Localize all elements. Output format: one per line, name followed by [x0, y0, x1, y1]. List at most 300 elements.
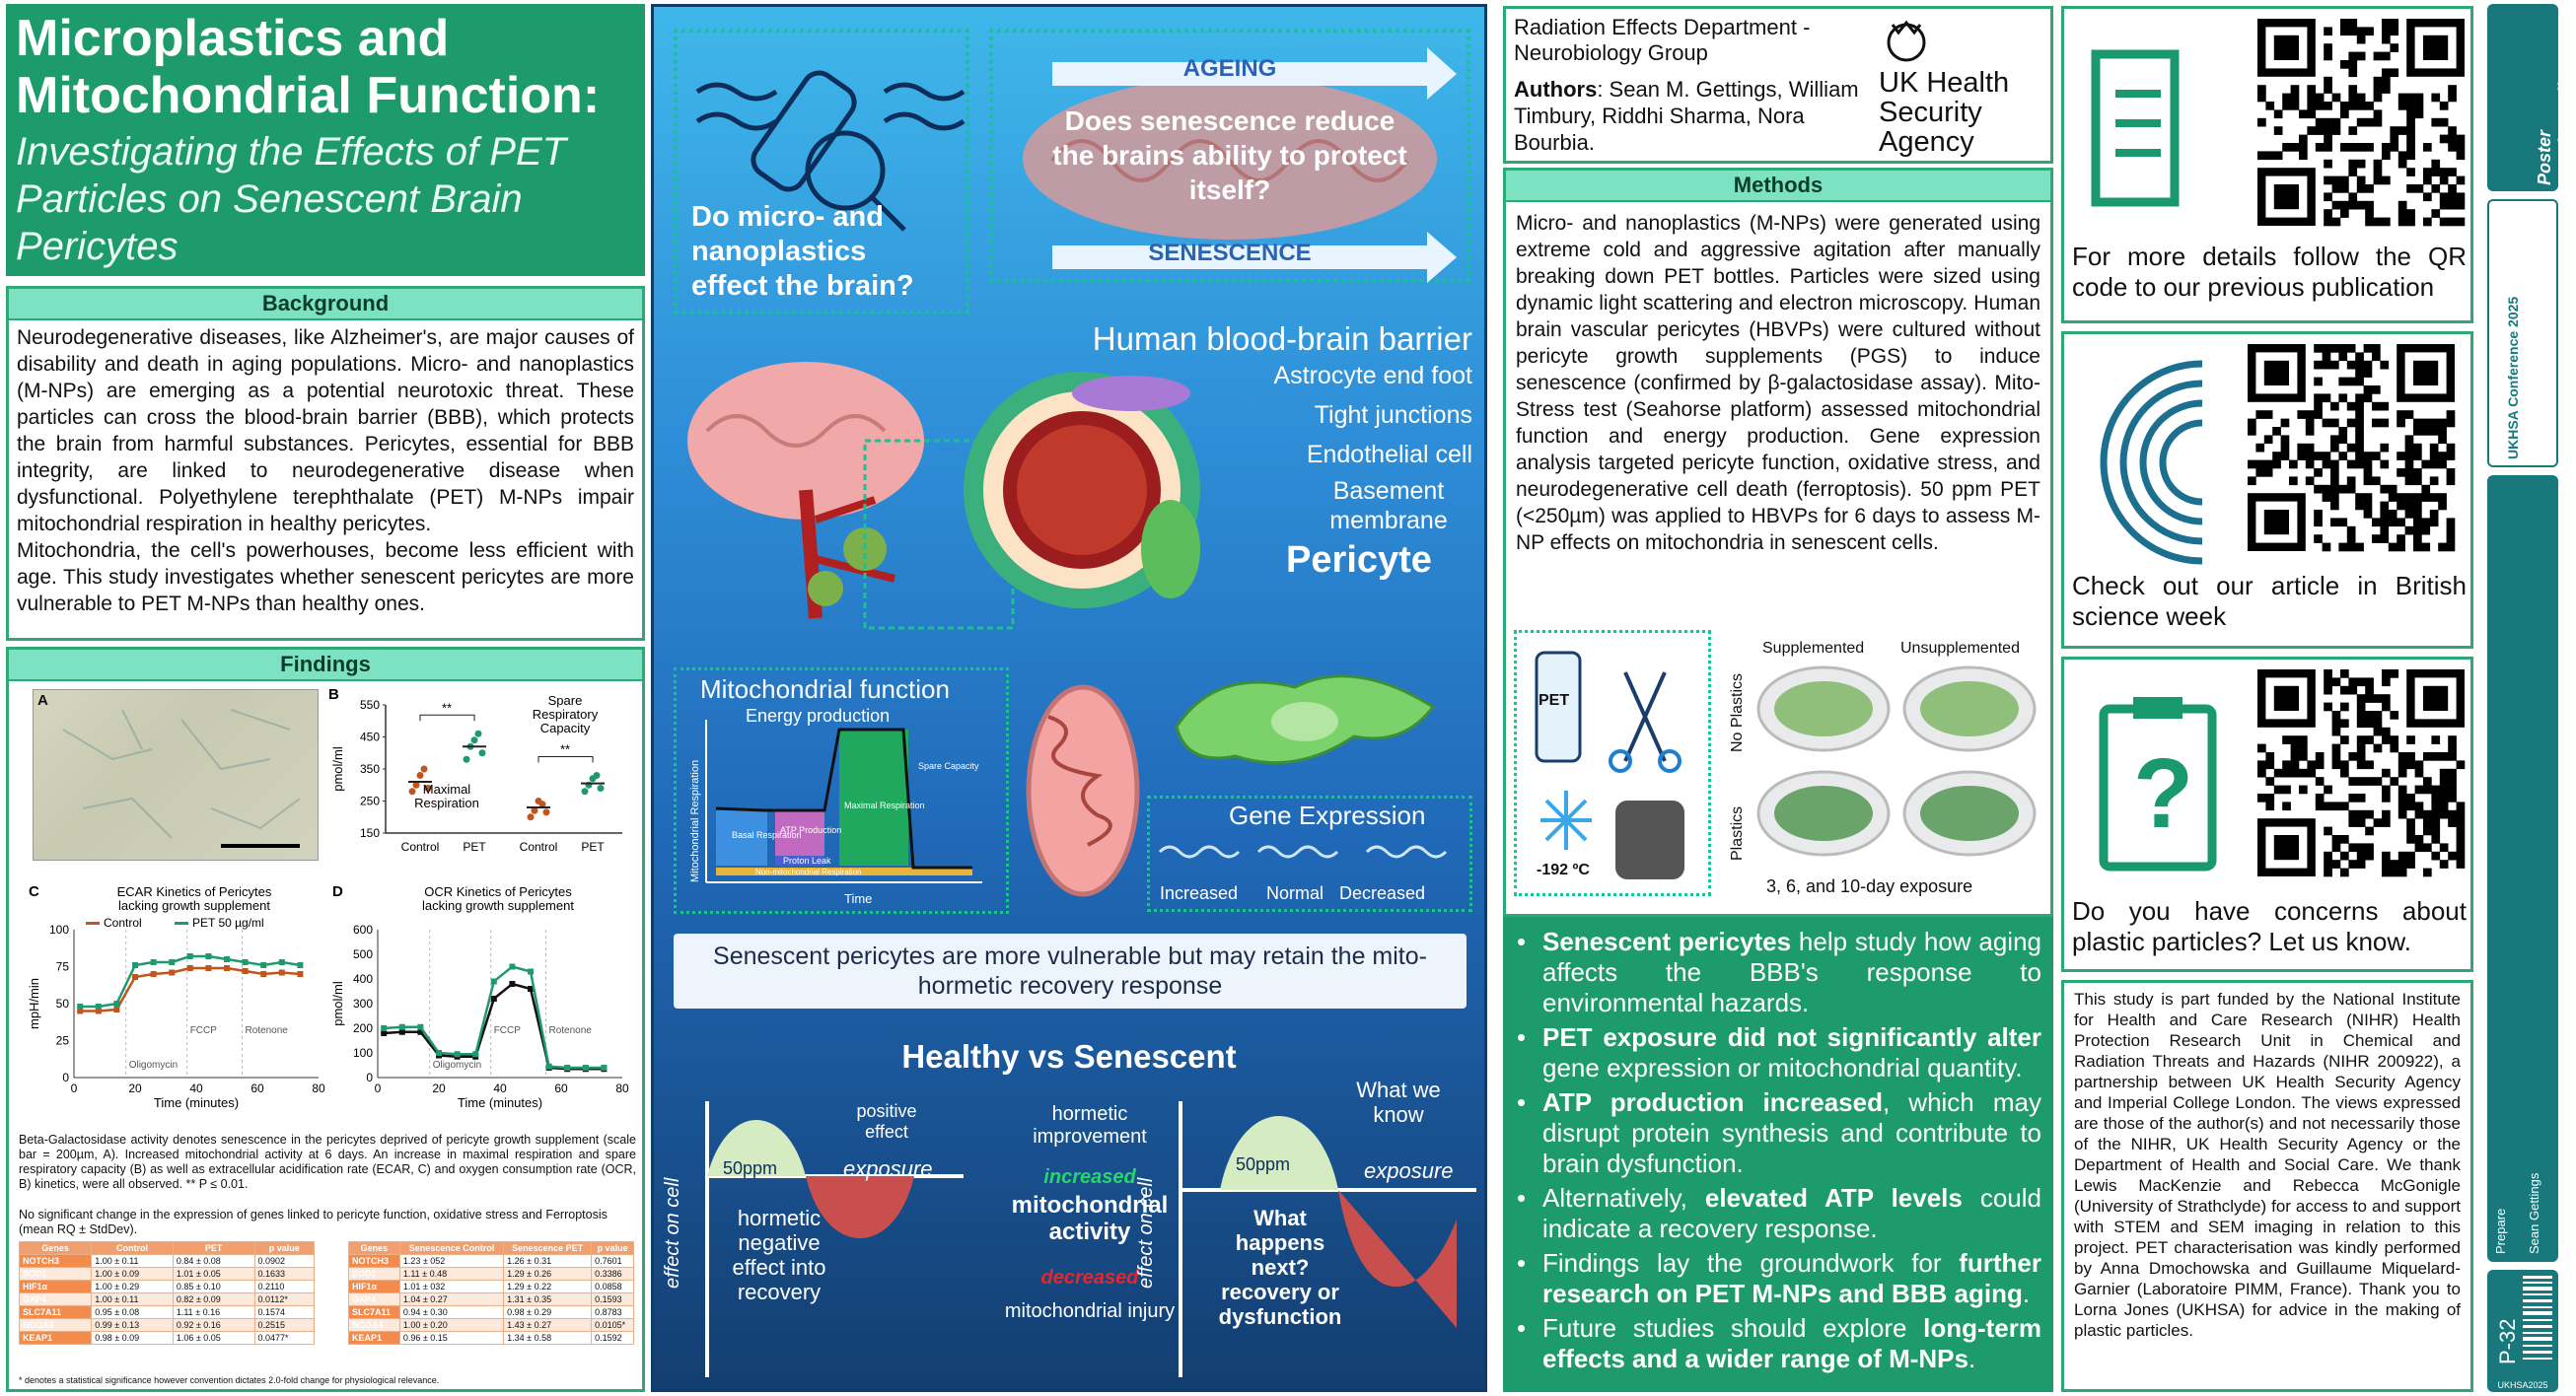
gene-table-control [19, 1241, 315, 1345]
table-cell: KEAP1 [20, 1332, 92, 1345]
group-label: Spare [547, 693, 583, 708]
petri-dishes-icon [1753, 660, 2048, 876]
data-point [205, 965, 211, 971]
effect-on-cell-axis-2: effect on cell [1135, 1177, 1157, 1289]
data-point [417, 1024, 423, 1030]
category-label: Control [400, 840, 440, 854]
hormetic-negative-label: hormetic negative effect into recovery [732, 1206, 826, 1304]
mito-function-box [674, 667, 1009, 914]
table-cell: 1.00 ± 0.20 [399, 1319, 503, 1332]
tick-label: 20 [128, 1082, 142, 1095]
x-axis-label: Time (minutes) [153, 1095, 240, 1110]
tick-label: 100 [352, 1046, 373, 1060]
table-cell: SOD1 [349, 1268, 400, 1281]
gene-decreased: Decreased [1339, 883, 1426, 903]
legend-label: PET 50 µg/ml [192, 916, 264, 930]
results-list [1503, 917, 2053, 1374]
table-footnote: * denotes a statistical significance however convention dictates 2.0-fold change for physiological relevance. [19, 1375, 440, 1385]
chart-title: lacking growth supplement [422, 898, 574, 913]
table-cell: 0.0112* [254, 1293, 315, 1306]
table-cell: 0.1574 [254, 1306, 315, 1319]
result-pre: Alternatively, [1542, 1183, 1705, 1213]
table-cell: 0.94 ± 0.30 [399, 1306, 503, 1319]
result-emphasis: Senescent pericytes [1542, 927, 1792, 956]
table-cell: 1.04 ± 0.27 [399, 1293, 503, 1306]
data-point [509, 981, 515, 987]
expression-waves [1150, 832, 1469, 891]
svg-text:?: ? [2133, 738, 2194, 849]
data-point [151, 959, 157, 965]
table-cell: 1.34 ± 0.58 [504, 1332, 592, 1345]
poster-subtitle: Investigating the Effects of PET Particles on Senescent Brain Pericytes [16, 130, 567, 268]
table-row [20, 1281, 315, 1293]
table-row [349, 1281, 634, 1293]
panel-b-chart [326, 685, 640, 872]
what-next-label: What happens next? recovery or dysfunction [1218, 1206, 1342, 1329]
gene-expression-box [1147, 796, 1472, 912]
background-header: Background [9, 289, 642, 320]
table-cell: NOTCH3 [20, 1255, 92, 1268]
tick-label: 450 [359, 730, 380, 744]
table-cell: 0.98 ± 0.09 [92, 1332, 174, 1345]
tick-label: 80 [312, 1082, 325, 1095]
ageing-label: AGEING [1182, 55, 1277, 82]
panel-c-label: C [29, 883, 39, 900]
chart-title: ECAR Kinetics of Pericytes [116, 884, 272, 899]
methods-header: Methods [1506, 171, 2050, 202]
bar-atp: ATP Production [780, 825, 842, 835]
data-point [528, 969, 534, 975]
findings-header: Findings [9, 650, 642, 681]
no-plastics-label: No Plastics [1729, 672, 1746, 752]
table-cell: 1.00 ± 0.29 [92, 1281, 174, 1293]
panel-a-label: A [37, 692, 48, 709]
table-header-cell: Senescence Control [399, 1242, 503, 1255]
tick-label: 60 [250, 1082, 264, 1095]
table-cell: NOTCH3 [349, 1255, 400, 1268]
table-cell: 0.1633 [254, 1268, 315, 1281]
authors-names: : Sean M. Gettings, William Timbury, Riddhi Sharma, Nora Bourbia. [1514, 77, 1859, 155]
table-cell: 0.84 ± 0.08 [173, 1255, 254, 1268]
data-point [528, 813, 535, 820]
data-point [598, 785, 605, 792]
tick-label: 80 [615, 1082, 629, 1095]
table-row [349, 1293, 634, 1306]
table-cell: 0.3386 [592, 1268, 634, 1281]
table-cell: 0.82 ± 0.09 [173, 1293, 254, 1306]
group-label: Capacity [539, 721, 591, 735]
result-item [1517, 927, 2041, 1018]
authors-label: Authors [1514, 77, 1598, 102]
plastics-label: Plastics [1729, 805, 1746, 861]
table-cell: SLC7A11 [20, 1306, 92, 1319]
mito-stress-graph [677, 670, 1006, 911]
session-tab [2487, 475, 2558, 1262]
table-cell: KEAP1 [349, 1332, 400, 1345]
result-rest: . [1968, 1344, 1976, 1373]
table-header-cell: p value [592, 1242, 634, 1255]
poster-code: P-32 [2495, 1318, 2520, 1364]
data-point [543, 808, 550, 815]
ppm-label-healthy: 50ppm [723, 1158, 778, 1178]
label-basement-membrane: Basement membrane [1329, 477, 1448, 534]
decreased-label: decreased [1040, 1267, 1139, 1289]
barcode-icon [2523, 1276, 2552, 1364]
table-cell: 0.2515 [254, 1319, 315, 1332]
series-line [80, 956, 300, 1007]
qr-card-publication[interactable] [2061, 6, 2473, 323]
table-cell: 1.43 ± 0.27 [504, 1319, 592, 1332]
increased-label: increased [1043, 1166, 1136, 1188]
data-point [455, 1051, 461, 1057]
data-point [436, 1050, 442, 1056]
sig-bracket [420, 715, 474, 721]
result-emphasis: elevated ATP levels [1704, 1183, 1963, 1213]
table-cell: 0.0477* [254, 1332, 315, 1345]
methods-section [1503, 168, 2053, 917]
result-item [1517, 1087, 2041, 1179]
data-point [187, 953, 193, 959]
results-section [1503, 917, 2053, 1392]
result-rest: could indicate a recovery response. [1542, 1183, 2041, 1243]
result-rest: , which may disrupt protein synthesis and contribute to brain dysfunction. [1542, 1087, 2041, 1178]
table-cell: HIF1α [349, 1281, 400, 1293]
table-header-cell: Control [92, 1242, 174, 1255]
data-point [479, 749, 486, 756]
tick-label: 75 [55, 959, 69, 974]
equipment-icons [1517, 633, 1708, 893]
data-point [583, 1065, 589, 1071]
bar-maximal: Maximal Respiration [844, 801, 925, 810]
qr-text-feedback: Do you have concerns about plastic particles? Let us know. [2072, 896, 2467, 956]
department-name: Radiation Effects Department - Neurobiology Group [1514, 15, 1811, 65]
table-row [349, 1319, 634, 1332]
poster-session-strip [2487, 4, 2575, 1392]
qr-pattern [2257, 669, 2465, 876]
result-rest: . [2022, 1279, 2031, 1308]
gene-increased: Increased [1160, 883, 1239, 903]
crest-logo-icon [1879, 19, 1934, 66]
qr-card-article[interactable] [2061, 331, 2473, 649]
legend-label: Control [104, 916, 142, 930]
data-point [297, 962, 303, 968]
conference-label: UKHSA Conference 2025 [2505, 296, 2521, 459]
mito-xlabel: Time [844, 891, 873, 906]
table-cell: GXP4 [20, 1293, 92, 1306]
label-tight-junctions: Tight junctions [1314, 401, 1472, 429]
data-point [187, 965, 193, 971]
y-axis-label: pmol/ml [330, 746, 345, 792]
result-emphasis: PET exposure did not significantly alter [1542, 1022, 2041, 1052]
tick-label: 40 [493, 1082, 507, 1095]
table-cell: 0.85 ± 0.10 [173, 1281, 254, 1293]
mito-activity-label: mitochondrial activity [1011, 1192, 1169, 1245]
findings-section [6, 647, 645, 1392]
question-senescence: Does senescence reduce the brains ability to protect itself? [1052, 105, 1407, 205]
brand-tab [2487, 4, 2575, 191]
annotation: FCCP [493, 1025, 521, 1036]
tick-label: 350 [359, 762, 380, 776]
qr-text-publication: For more details follow the QR code to our previous publication [2072, 242, 2467, 302]
data-point [243, 959, 249, 965]
title-panel [6, 4, 645, 276]
tick-label: 300 [352, 997, 373, 1011]
group-label: Respiratory [532, 707, 599, 722]
table-cell: 0.0105* [592, 1319, 634, 1332]
sig-label: ** [441, 700, 453, 716]
session-author-label: Sean Gettings [2527, 1172, 2541, 1254]
mitochondrion-icon [1019, 677, 1147, 904]
group-label: Maximal [422, 782, 471, 797]
data-point [205, 953, 211, 959]
data-point [132, 974, 138, 980]
table-cell: 1.26 ± 0.31 [504, 1255, 592, 1268]
table-header-cell: p value [254, 1242, 315, 1255]
table-cell: 1.01 ± 0.05 [173, 1268, 254, 1281]
table-note: No significant change in the expression of genes linked to pericyte function, oxidative stress and Ferroptosis (mean RQ ± StdDev). [19, 1208, 608, 1236]
data-point [297, 971, 303, 977]
background-paragraph-2: Mitochondria, the cell's powerhouses, become less efficient with age. This study investigates whether senescent pericytes are more vulnerable to PET M-NPs than healthy ones. [17, 539, 634, 615]
table-cell: 0.2110 [254, 1281, 315, 1293]
sig-label: ** [559, 741, 571, 757]
qr-text-article: Check out our article in British science week [2072, 571, 2467, 631]
label-endothelial: Endothelial cell [1306, 441, 1472, 468]
mito-injury-label: mitochondrial injury [1004, 1300, 1176, 1322]
table-cell: 0.1592 [592, 1332, 634, 1345]
chart-title: lacking growth supplement [118, 898, 270, 913]
qr-pattern [2248, 344, 2455, 551]
data-point [464, 756, 470, 763]
data-point [582, 788, 589, 795]
table-cell: SLC7A11 [349, 1306, 400, 1319]
code-tab [2487, 1270, 2558, 1392]
result-pre: Future studies should explore [1542, 1313, 1924, 1343]
senescence-label: SENESCENCE [1148, 240, 1312, 266]
data-point [471, 736, 478, 743]
data-point [594, 772, 601, 779]
tick-label: 0 [374, 1082, 382, 1095]
tick-label: 100 [48, 923, 69, 937]
group-label: Respiration [414, 796, 479, 810]
pericyte-cell-icon [1157, 658, 1472, 786]
result-item [1517, 1313, 2041, 1374]
data-point [491, 996, 497, 1002]
tick-label: 150 [359, 826, 380, 840]
table-cell: 1.11 ± 0.48 [399, 1268, 503, 1281]
table-cell: GXP4 [349, 1293, 400, 1306]
panel-c-chart [27, 882, 332, 1119]
data-point [279, 959, 285, 965]
category-label: PET [463, 840, 486, 854]
temperature-label: -192 ºC [1537, 862, 1590, 878]
table-row [20, 1332, 315, 1345]
category-label: Control [519, 840, 558, 854]
scroll-document-icon [2076, 35, 2204, 222]
gene-table-senescence [348, 1241, 634, 1345]
result-item [1517, 1183, 2041, 1244]
data-point [399, 1024, 405, 1030]
y-axis-label: pmol/ml [330, 981, 345, 1026]
table-row [349, 1306, 634, 1319]
effect-on-cell-axis-1: effect on cell [662, 1177, 683, 1289]
tick-label: 400 [352, 972, 373, 986]
energy-production-label: Energy production [746, 706, 891, 726]
bbb-title: Human blood-brain barrier [1092, 320, 1472, 357]
ppm-label-senescent: 50ppm [1236, 1154, 1291, 1174]
gene-expression-title: Gene Expression [1229, 801, 1426, 830]
table-cell: SOD1 [20, 1268, 92, 1281]
table-cell: 1.00 ± 0.11 [92, 1255, 174, 1268]
bar-non-mito: Non-mitochondrial Respiration [755, 868, 862, 876]
plastic-question-box [674, 29, 969, 314]
senescence-question-box [989, 29, 1470, 283]
clipboard-question-icon [2094, 689, 2232, 886]
supplemented-label: Supplemented [1762, 640, 1865, 657]
question-plastics: Do micro- and nanoplastics effect the brain? [691, 201, 914, 302]
hormetic-improvement-label: hormetic improvement [1033, 1103, 1147, 1148]
result-rest: gene expression or mitochondrial quantity. [1542, 1053, 2023, 1082]
bar-basal: Basal Respiration [732, 830, 802, 840]
label-astrocyte: Astrocyte end foot [1273, 362, 1472, 389]
tick-label: 0 [366, 1071, 373, 1084]
table-cell: 0.0902 [254, 1255, 315, 1268]
tick-label: 500 [352, 947, 373, 961]
tick-label: 200 [352, 1021, 373, 1035]
tick-label: 50 [55, 997, 69, 1011]
tick-label: 250 [359, 794, 380, 808]
annotation: Rotenone [245, 1025, 288, 1036]
data-point [509, 964, 515, 970]
data-point [472, 1051, 478, 1057]
table-header-cell: Genes [20, 1242, 92, 1255]
data-point [151, 971, 157, 977]
table-cell: 0.98 ± 0.29 [504, 1306, 592, 1319]
table-row [349, 1268, 634, 1281]
background-paragraph-1: Neurodegenerative diseases, like Alzheimer's, are major causes of disability and death in aging populations. Micro- and nanoplastics (M-NPs) are emerging as a potential neurotoxic threat. These particles can cross the blood-brain barrier (BBB), which protects the brain from harmful substances. Pericytes, essential for BBB integrity, are linked to neurodegenerative disease when dysfunctional. Polyethylene terephthalate (PET) M-NPs impair mitochondrial respiration in healthy pericytes. [17, 326, 634, 535]
concentric-arcs-icon [2064, 344, 2232, 571]
side-small-code: UKHSA2025 [2497, 1380, 2548, 1390]
tick-label: 0 [70, 1082, 78, 1095]
panel-d-chart [330, 882, 636, 1119]
data-point [421, 766, 428, 773]
table-cell: HIF1α [20, 1281, 92, 1293]
data-point [260, 962, 266, 968]
table-cell: 0.1593 [592, 1293, 634, 1306]
data-point [77, 1004, 83, 1010]
legend-swatch [86, 922, 100, 925]
qr-code-publication[interactable] [2257, 19, 2465, 226]
tick-label: 600 [352, 923, 373, 937]
result-emphasis: long-term effects and a wider range of M-NPs [1542, 1313, 2041, 1373]
pet-label: PET [1538, 692, 1570, 709]
table-cell: 1.00 ± 0.09 [92, 1268, 174, 1281]
table-cell: 1.00 ± 0.11 [92, 1293, 174, 1306]
background-text [9, 320, 642, 621]
data-point [113, 1001, 119, 1007]
funding-acknowledgements: This study is part funded by the National Institute for Health and Care Research (NIHR) Health Protection Research Unit in Chemical and Radiation Threats and Hazards (NIHR 200922), a partnership between UK Health Security Agency and Imperial College London. The views expressed are those of the author(s) and not necessarily those of the NIHR, UK Health Security Agency or the Department of Health and Social Care. We thank Lewis MacKenzie and Rebecca McGonigle (University of Strathclyde) for access to and support with STEM and SEM imaging in relation to this project. PET characterisation was kindly performed by Anna Dmochowska and Guillaume Miquelard-Garnier (Laboratoire PIMM, France). Thank you to Lorna Jones (UKHSA) for advice in the making of plastic particles. [2061, 980, 2473, 1392]
y-axis-label: mpH/min [27, 977, 41, 1030]
result-item [1517, 1248, 2041, 1309]
tick-label: 40 [189, 1082, 203, 1095]
gene-normal: Normal [1266, 883, 1324, 903]
table-cell: 0.96 ± 0.15 [399, 1332, 503, 1345]
data-point [381, 1025, 387, 1031]
tick-label: 550 [359, 698, 380, 712]
table-row [349, 1255, 634, 1268]
label-pericyte: Pericyte [1286, 539, 1432, 581]
data-point [113, 1007, 119, 1012]
mito-ylabel: Mitochondrial Respiration [689, 759, 701, 882]
unsupplemented-label: Unsupplemented [1900, 640, 2020, 657]
table-row [20, 1293, 315, 1306]
background-section [6, 286, 645, 641]
table-header-cell: Senescence PET [504, 1242, 592, 1255]
qr-card-feedback[interactable] [2061, 657, 2473, 972]
annotation: Rotenone [548, 1025, 592, 1036]
mito-function-title: Mitochondrial function [700, 674, 950, 704]
ukhsa-logo-text: UK Health Security Agency [1879, 67, 2010, 158]
data-point [243, 968, 249, 974]
table-cell: 0.99 ± 0.13 [92, 1319, 174, 1332]
authors-block [1514, 76, 1869, 156]
annotation: FCCP [189, 1025, 217, 1036]
bar-proton-leak: Proton Leak [783, 856, 831, 866]
table-row [20, 1268, 315, 1281]
center-graphic-panel [651, 4, 1487, 1392]
data-point [601, 1065, 607, 1071]
table-cell: 1.29 ± 0.26 [504, 1268, 592, 1281]
x-axis-label: Time (minutes) [457, 1095, 543, 1110]
sig-bracket [538, 757, 593, 763]
table-cell: NCOA4 [20, 1319, 92, 1332]
qr-code-feedback[interactable] [2257, 669, 2465, 876]
table-cell: 0.95 ± 0.08 [92, 1306, 174, 1319]
data-point [409, 788, 416, 795]
table-row [20, 1255, 315, 1268]
cell-texture [34, 690, 320, 862]
what-we-know-label: What we know [1356, 1078, 1441, 1127]
chart-title: OCR Kinetics of Pericytes [424, 884, 572, 899]
table-cell: 0.8783 [592, 1306, 634, 1319]
category-label: PET [581, 840, 605, 854]
key-message-banner: Senescent pericytes are more vulnerable but may retain the mito-hormetic recovery response [674, 934, 1467, 1009]
data-point [564, 1065, 570, 1071]
table-cell: 0.92 ± 0.16 [173, 1319, 254, 1332]
data-point [224, 956, 230, 962]
tick-label: 25 [55, 1033, 69, 1048]
micrograph-image [33, 689, 319, 861]
exposure-label-healthy: exposure [843, 1156, 933, 1181]
prepare-label: Prepare [2493, 1208, 2508, 1254]
result-emphasis: ATP production increased [1542, 1087, 1883, 1117]
table-row [349, 1332, 634, 1345]
qr-code-article[interactable] [2248, 344, 2455, 551]
tick-label: 60 [554, 1082, 568, 1095]
data-point [96, 1004, 102, 1010]
data-point [475, 731, 482, 737]
table-header-cell: Genes [349, 1242, 400, 1255]
table-header-cell: PET [173, 1242, 254, 1255]
brand-label: Poster SessionOnline [2535, 61, 2575, 185]
data-point [491, 979, 497, 985]
data-point [224, 965, 230, 971]
conference-tab [2487, 199, 2558, 467]
table-cell: 1.31 ± 0.35 [504, 1293, 592, 1306]
exposure-label-senescent: exposure [1364, 1158, 1454, 1183]
annotation: Oligomycin [128, 1060, 179, 1071]
table-cell: NCOA4 [349, 1319, 400, 1332]
exposure-days-label: 3, 6, and 10-day exposure [1766, 876, 1973, 896]
